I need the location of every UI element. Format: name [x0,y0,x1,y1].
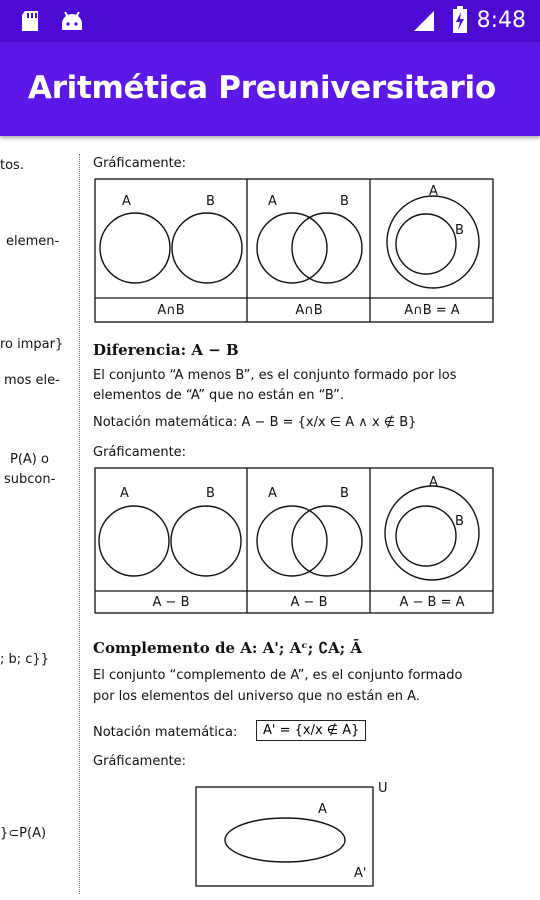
left-text-line: ; b; c}} [0,652,49,667]
set-label-b: B [455,514,464,529]
set-label-a: A [268,194,277,209]
body-text: El conjunto “complemento de A”, es el conjunto formado [93,668,463,683]
left-text-line: subcon- [4,472,56,487]
app-bar [0,42,540,136]
section-heading: Complemento de A: A'; Aᶜ; ∁A; Ā [93,639,363,657]
notacion-label: Notación matemática: [93,725,238,740]
set-label-a: A [318,802,327,817]
page-content[interactable] [0,136,540,900]
column-divider [79,154,80,894]
left-text-line: tos. [0,158,24,173]
set-label-a: A [122,194,131,209]
complemento-diagram [195,786,375,888]
grafico-label: Gráficamente: [93,156,187,171]
body-text: elementos de “A” que no están en “B”. [93,388,344,403]
app-title: Aritmética Preuniversitario [28,70,496,106]
set-label-b: B [206,194,215,209]
notacion-text: Notación matemática: A − B = {x/x ∈ A ∧ x ∉ B} [93,415,417,430]
left-text-line: mos ele- [4,373,60,388]
status-bar [0,0,540,42]
set-label-a: A [429,475,438,490]
complement-label: A' [354,866,367,881]
left-text-line: P(A) o [10,452,49,467]
grafico-label: Gráficamente: [93,445,187,460]
left-text-line: ro impar} [0,337,64,352]
set-label-b: B [206,486,215,501]
body-text: por los elementos del universo que no están en A. [93,689,420,704]
set-label-b: B [340,194,349,209]
left-text-line: elemen- [6,234,60,249]
status-time: 8:48 [476,8,526,33]
universe-label: U [378,781,388,796]
diagram-caption: A − B [290,595,328,610]
diagram-caption: A − B [152,595,190,610]
signal-icon [412,10,436,32]
body-text: El conjunto “A menos B”, es el conjunto formado por los [93,368,457,383]
set-label-a: A [268,486,277,501]
android-icon [60,10,84,32]
set-label-a: A [429,184,438,199]
set-label-b: B [455,223,464,238]
battery-charging-icon [452,6,468,34]
diagram-caption: A∩B = A [404,303,460,318]
grafico-label: Gráficamente: [93,754,187,769]
notacion-box: A' = {x/x ∉ A} [256,720,366,741]
set-label-b: B [340,486,349,501]
diagram-caption: A∩B [295,303,323,318]
section-heading: Diferencia: A − B [93,341,239,359]
set-label-a: A [120,486,129,501]
diagram-caption: A∩B [157,303,185,318]
left-text-line: }⊂P(A) [0,826,47,841]
diagram-caption: A − B = A [399,595,465,610]
sd-card-icon [20,10,40,32]
